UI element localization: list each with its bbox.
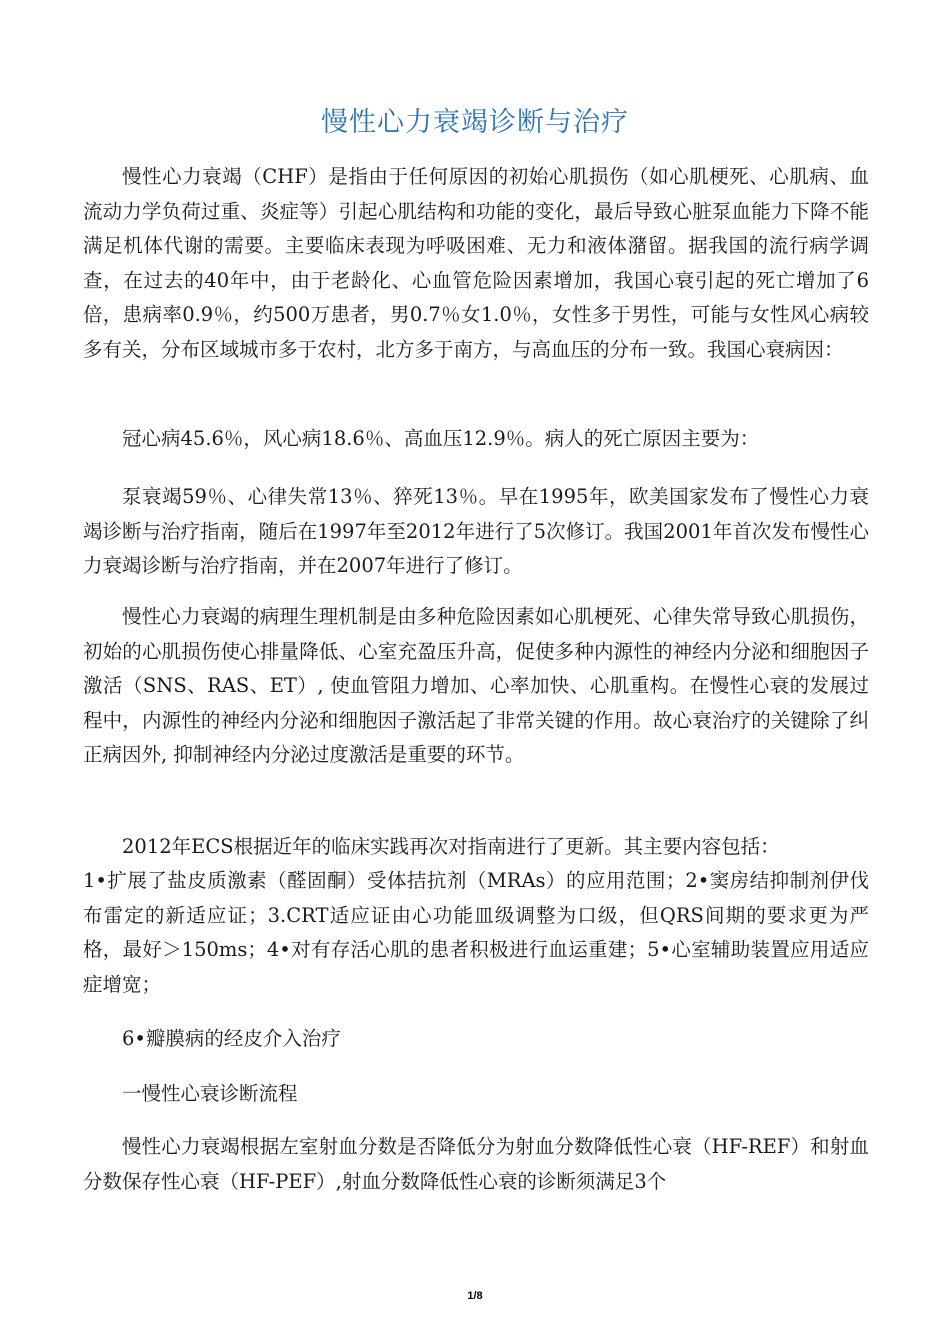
document-title: 慢性心力衰竭诊断与治疗 xyxy=(321,107,629,138)
paragraph-pathophysiology: 慢性心力衰竭的病理生理机制是由多种危险因素如心肌梗死、心律失常导致心肌损伤，初始的心肌损伤使心排量降低、心室充盈压升高，促使多种内源性的神经内分泌和细胞因子激活（SNS、RAS、ET）, 使血管阻力增加、心率加快、心肌重构。在慢性心衰的发展过程中，内源性的神经内分泌和细胞因子激活起了非常关键的作用。故心衰治疗的关键除了纠正病因外, 抑制神经内分泌过度激活是重要的环节。 xyxy=(83,605,869,767)
paragraph-item-6: 6•瓣膜病的经皮介入治疗 xyxy=(122,1027,341,1050)
paragraph-etiology: 冠心病45.6％，风心病18.6％、高血压12.9％。病人的死亡原因主要为： xyxy=(122,427,760,450)
paragraph-ecs-update-intro: 2012年ECS根据近年的临床实践再次对指南进行了更新。其主要内容包括： xyxy=(122,835,780,858)
paragraph-ecs-update-items: 1•扩展了盐皮质激素（醛固酮）受体拮抗剂（MRAs）的应用范围；2•窦房结抑制剂伊伐布雷定的新适应证；3.CRT适应证由心功能皿级调整为口级，但QRS间期的要求更为严格，最好＞150ms；4•对有存活心肌的患者积极进行血运重建；5•心室辅助装置应用适应症增宽； xyxy=(83,869,869,996)
page-number: 1/8 xyxy=(467,1290,483,1302)
paragraph-hf-classification: 慢性心力衰竭根据左室射血分数是否降低分为射血分数降低性心衰（HF-REF）和射血分数保存性心衰（HF-PEF）,射血分数降低性心衰的诊断须满足3个 xyxy=(83,1135,869,1193)
paragraph-chf-definition: 慢性心力衰竭（CHF）是指由于任何原因的初始心肌损伤（如心肌梗死、心肌病、血流动力学负荷过重、炎症等）引起心肌结构和功能的变化，最后导致心脏泵血能力下降不能满足机体代谢的需要。主要临床表现为呼吸困难、无力和液体潴留。据我国的流行病学调查，在过去的40年中，由于老龄化、心血管危险因素增加，我国心衰引起的死亡增加了6倍，患病率0.9％，约500万患者，男0.7％女1.0％，女性多于男性，可能与女性风心病较多有关，分布区域城市多于农村，北方多于南方，与高血压的分布一致。我国心衰病因： xyxy=(83,165,869,361)
paragraph-death-causes: 泵衰竭59％、心律失常13％、猝死13％。早在1995年，欧美国家发布了慢性心力衰竭诊断与治疗指南，随后在1997年至2012年进行了5次修订。我国2001年首次发布慢性心力衰竭诊断与治疗指南，并在2007年进行了修订。 xyxy=(83,485,869,578)
section-heading-diagnosis-flow: 一慢性心衰诊断流程 xyxy=(122,1082,298,1105)
